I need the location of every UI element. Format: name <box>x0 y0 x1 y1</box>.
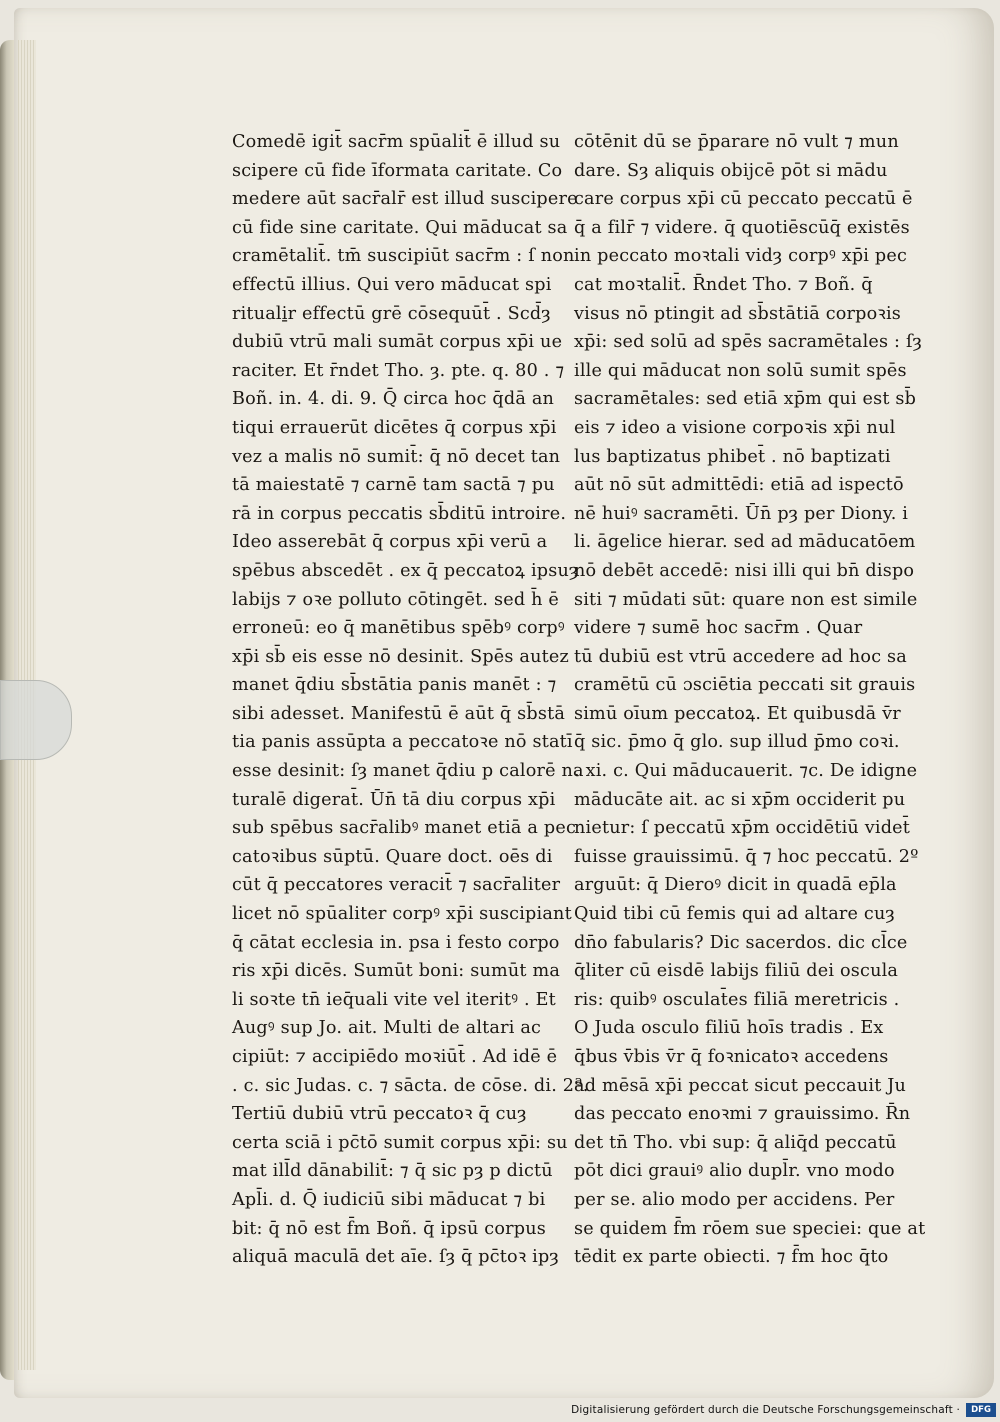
text-line: nō debēt accedē: nisi illi qui bn̄ dispo <box>574 560 915 581</box>
text-line: q̄ cātat ecclesia in. psa i festo corpo <box>232 932 560 953</box>
text-line: cat moꝛtalit̄. R̄ndet Tho. ⁊ Boñ. q̄ <box>574 274 873 295</box>
text-line: erroneū: eo q̄ manētibus spēbꝰ corpꝰ <box>232 618 565 639</box>
text-line: sub spēbus sacr̄alibꝰ manet etiā a pec <box>232 818 577 839</box>
text-line: effectū illius. Qui vero māducat spi <box>232 274 552 295</box>
text-line: māducāte ait. ac si xp̄m occiderit pu <box>574 789 906 810</box>
text-line: Quid tibi cū femis qui ad altare cuȝ <box>574 904 895 925</box>
text-line: simū oīum peccatoꝝ. Et quibusdā v̄r <box>574 703 901 724</box>
text-line: li soꝛte tn̄ ieq̄uali vite vel iteritꝰ . Et <box>232 989 556 1010</box>
text-line: Augꝰ sup Jo. ait. Multi de altari ac <box>232 1018 542 1039</box>
text-line: mat ill̄d dānabilit̄: ⁊ q̄ sic pȝ p dictū <box>232 1161 553 1182</box>
bookmark-clip <box>0 680 72 760</box>
text-line: licet nō spūaliter corpꝰ xp̄i suscipiant <box>232 904 572 925</box>
text-line: aūt nō sūt admittēdi: etiā ad ispectō <box>574 475 904 496</box>
text-line: vez a malis nō sumit̄: q̄ nō decet tan <box>232 446 561 467</box>
text-line: ris: quibꝰ osculat̄es filiā meretricis . <box>574 989 900 1010</box>
text-line: q̄liter cū eisdē labijs filiū dei oscula <box>574 961 899 982</box>
text-line: das peccato enoꝛmi ⁊ grauissimo. R̄n <box>574 1104 911 1125</box>
text-line: sacramētales: sed etiā xp̄m qui est sb̄ <box>574 389 917 410</box>
text-line: xp̄i sb̄ eis esse nō desinit. Spēs autez <box>232 646 570 667</box>
text-line: medere aūt sacr̄alr̄ est illud suscipere <box>232 189 578 210</box>
text-line: tā maiestatē ⁊ carnē tam sactā ⁊ pu <box>232 475 555 496</box>
text-line: labijs ⁊ oꝛe polluto cōtingēt. sed h̄ ē <box>232 589 560 610</box>
text-line: se quidem f̄m rōem sue speciei: que at <box>574 1218 926 1239</box>
text-line: ris xp̄i dicēs. Sumūt boni: sumūt ma <box>232 961 561 982</box>
text-line: cū fide sine caritate. Qui māducat sa <box>232 217 568 238</box>
text-line: rā in corpus peccatis sb̄ditū introire. <box>232 503 567 524</box>
text-line: O Juda osculo filiū hoīs tradis . Ex <box>574 1018 884 1039</box>
text-line: . xi. c. Qui māducauerit. ⁊c. De idigne <box>574 761 918 782</box>
funding-caption: Digitalisierung gefördert durch die Deutsche Forschungsgemeinschaft · <box>571 1404 960 1416</box>
text-line: Apl̄i. d. Q̄ iudiciū sibi māducat ⁊ bi <box>232 1189 546 1210</box>
text-line: dare. Sȝ aliquis obijcē pōt si mādu <box>574 160 888 181</box>
text-line: pōt dici grauiꝰ alio dupl̄r. vno modo <box>574 1161 895 1182</box>
text-line: tū dubiū est vtrū accedere ad hoc sa <box>574 646 907 667</box>
text-line: q̄ sic. p̄mo q̄ glo. sup illud p̄mo coꝛi. <box>574 732 900 753</box>
text-line: ad mēsā xp̄i peccat sicut peccauit Ju <box>574 1075 907 1096</box>
text-line: esse desinit: ſȝ manet q̄diu p calorē na <box>232 761 584 782</box>
text-line: nietur: ſ peccatū xp̄m occidētiū videt̄ <box>574 818 911 839</box>
text-line: certa sciā i pc̄tō sumit corpus xp̄i: su <box>232 1132 568 1153</box>
text-line: Tertiū dubiū vtrū peccatoꝛ q̄ cuȝ <box>232 1104 527 1125</box>
text-line: raciter. Et r̄ndet Tho. ȝ. pte. q. 80 . ⁊ <box>232 360 565 381</box>
text-line: . c. sic Judas. c. ⁊ sācta. de cōse. di. 2ª. <box>232 1075 589 1096</box>
text-line: cramētū cū ɔsciētia peccati sit grauis <box>574 675 916 696</box>
text-line: manet q̄diu sb̄stātia panis manēt : ⁊ <box>232 675 557 696</box>
text-line: spēbus abscedēt . ex q̄ peccatoꝝ ipsuȝ <box>232 560 579 581</box>
text-line: cūt q̄ peccatores veracit̄ ⁊ sacr̄aliter <box>232 875 561 896</box>
text-line: siti ⁊ mūdati sūt: quare non est simile <box>574 589 918 610</box>
text-line: lus baptizatus phibet̄ . nō baptizati <box>574 446 891 467</box>
text-line: dubiū vtrū mali sumāt corpus xp̄i ue <box>232 332 563 353</box>
text-line: q̄bus v̄bis v̄r q̄ foꝛnicatoꝛ accedens <box>574 1047 889 1067</box>
text-line: cipiūt: ⁊ accipiēdo moꝛiūt̄ . Ad idē ē <box>232 1047 558 1067</box>
text-line: catoꝛibus sūptū. Quare doct. oēs di <box>232 846 553 867</box>
text-line: nē huiꝰ sacramēti. Ūn̄ pȝ per Diony. i <box>574 503 909 524</box>
text-line: cōtēnit dū se p̄parare nō vult ⁊ mun <box>574 132 899 152</box>
text-line: eis ⁊ ideo a visione corpoꝛis xp̄i nul <box>574 417 896 438</box>
text-line: det tn̄ Tho. vbi sup: q̄ aliq̄d peccatū <box>574 1132 897 1153</box>
text-line: videre ⁊ sumē hoc sacr̄m . Quar <box>574 618 863 639</box>
text-column-right <box>574 128 926 1272</box>
text-column-left <box>232 128 589 1272</box>
text-line: arguūt: q̄ Dieroꝰ dicit in quadā ep̄la <box>574 875 897 896</box>
text-line: tiqui errauerūt dicētes q̄ corpus xp̄i <box>232 417 557 438</box>
text-line: Boñ. in. 4. di. 9. Q̄ circa hoc q̄dā an <box>232 389 555 410</box>
text-line: fuisse grauissimū. q̄ ⁊ hoc peccatū. 2º <box>574 846 919 867</box>
text-line: scipere cū fide īformata caritate. Co <box>232 160 563 181</box>
text-line: Ideo asserebāt q̄ corpus xp̄i verū a <box>232 532 548 553</box>
text-line: q̄ a filr̄ ⁊ videre. q̄ quotiēscūq̄ existēs <box>574 217 910 238</box>
text-line: tēdit ex parte obiecti. ⁊ f̄m hoc q̄to <box>574 1247 889 1268</box>
text-line: cramētalit̄. tm̄ suscipiūt sacr̄m : ſ non <box>232 246 575 267</box>
text-line: in peccato moꝛtali vidȝ corpꝰ xp̄i pec <box>574 246 908 267</box>
text-line: tia panis assūpta a peccatoꝛe nō statī <box>232 732 573 753</box>
text-line: per se. alio modo per accidens. Per <box>574 1189 895 1210</box>
text-line: bit: q̄ nō est f̄m Boñ. q̄ ipsū corpus <box>232 1218 546 1239</box>
text-line: rituali̱r effectū grē cōsequūt̄ . Scd̄ȝ <box>232 303 551 324</box>
text-line: dn̄o fabularis? Dic sacerdos. dic cl̄ce <box>574 932 908 953</box>
dfg-logo: DFG <box>966 1403 996 1417</box>
text-line: visus nō ptingit ad sb̄stātiā corpoꝛis <box>574 303 902 324</box>
text-line: sibi adesset. Manifestū ē aūt q̄ sb̄stā <box>232 703 566 724</box>
text-line: li. āgelice hierar. sed ad māducatōem <box>574 532 916 553</box>
text-line: turalē digerat̄. Ūn̄ tā diu corpus xp̄i <box>232 789 556 810</box>
text-line: ille qui māducat non solū sumit spēs <box>574 360 907 381</box>
text-line: xp̄i: sed solū ad spēs sacramētales : ſȝ <box>574 332 923 353</box>
text-line: Comedē igit̄ sacr̄m spūalit̄ ē illud su <box>232 132 561 152</box>
text-line: aliquā maculā det aīe. ſȝ q̄ pc̄toꝛ ipȝ <box>232 1247 559 1268</box>
text-line: care corpus xp̄i cū peccato peccatū ē <box>574 189 913 210</box>
